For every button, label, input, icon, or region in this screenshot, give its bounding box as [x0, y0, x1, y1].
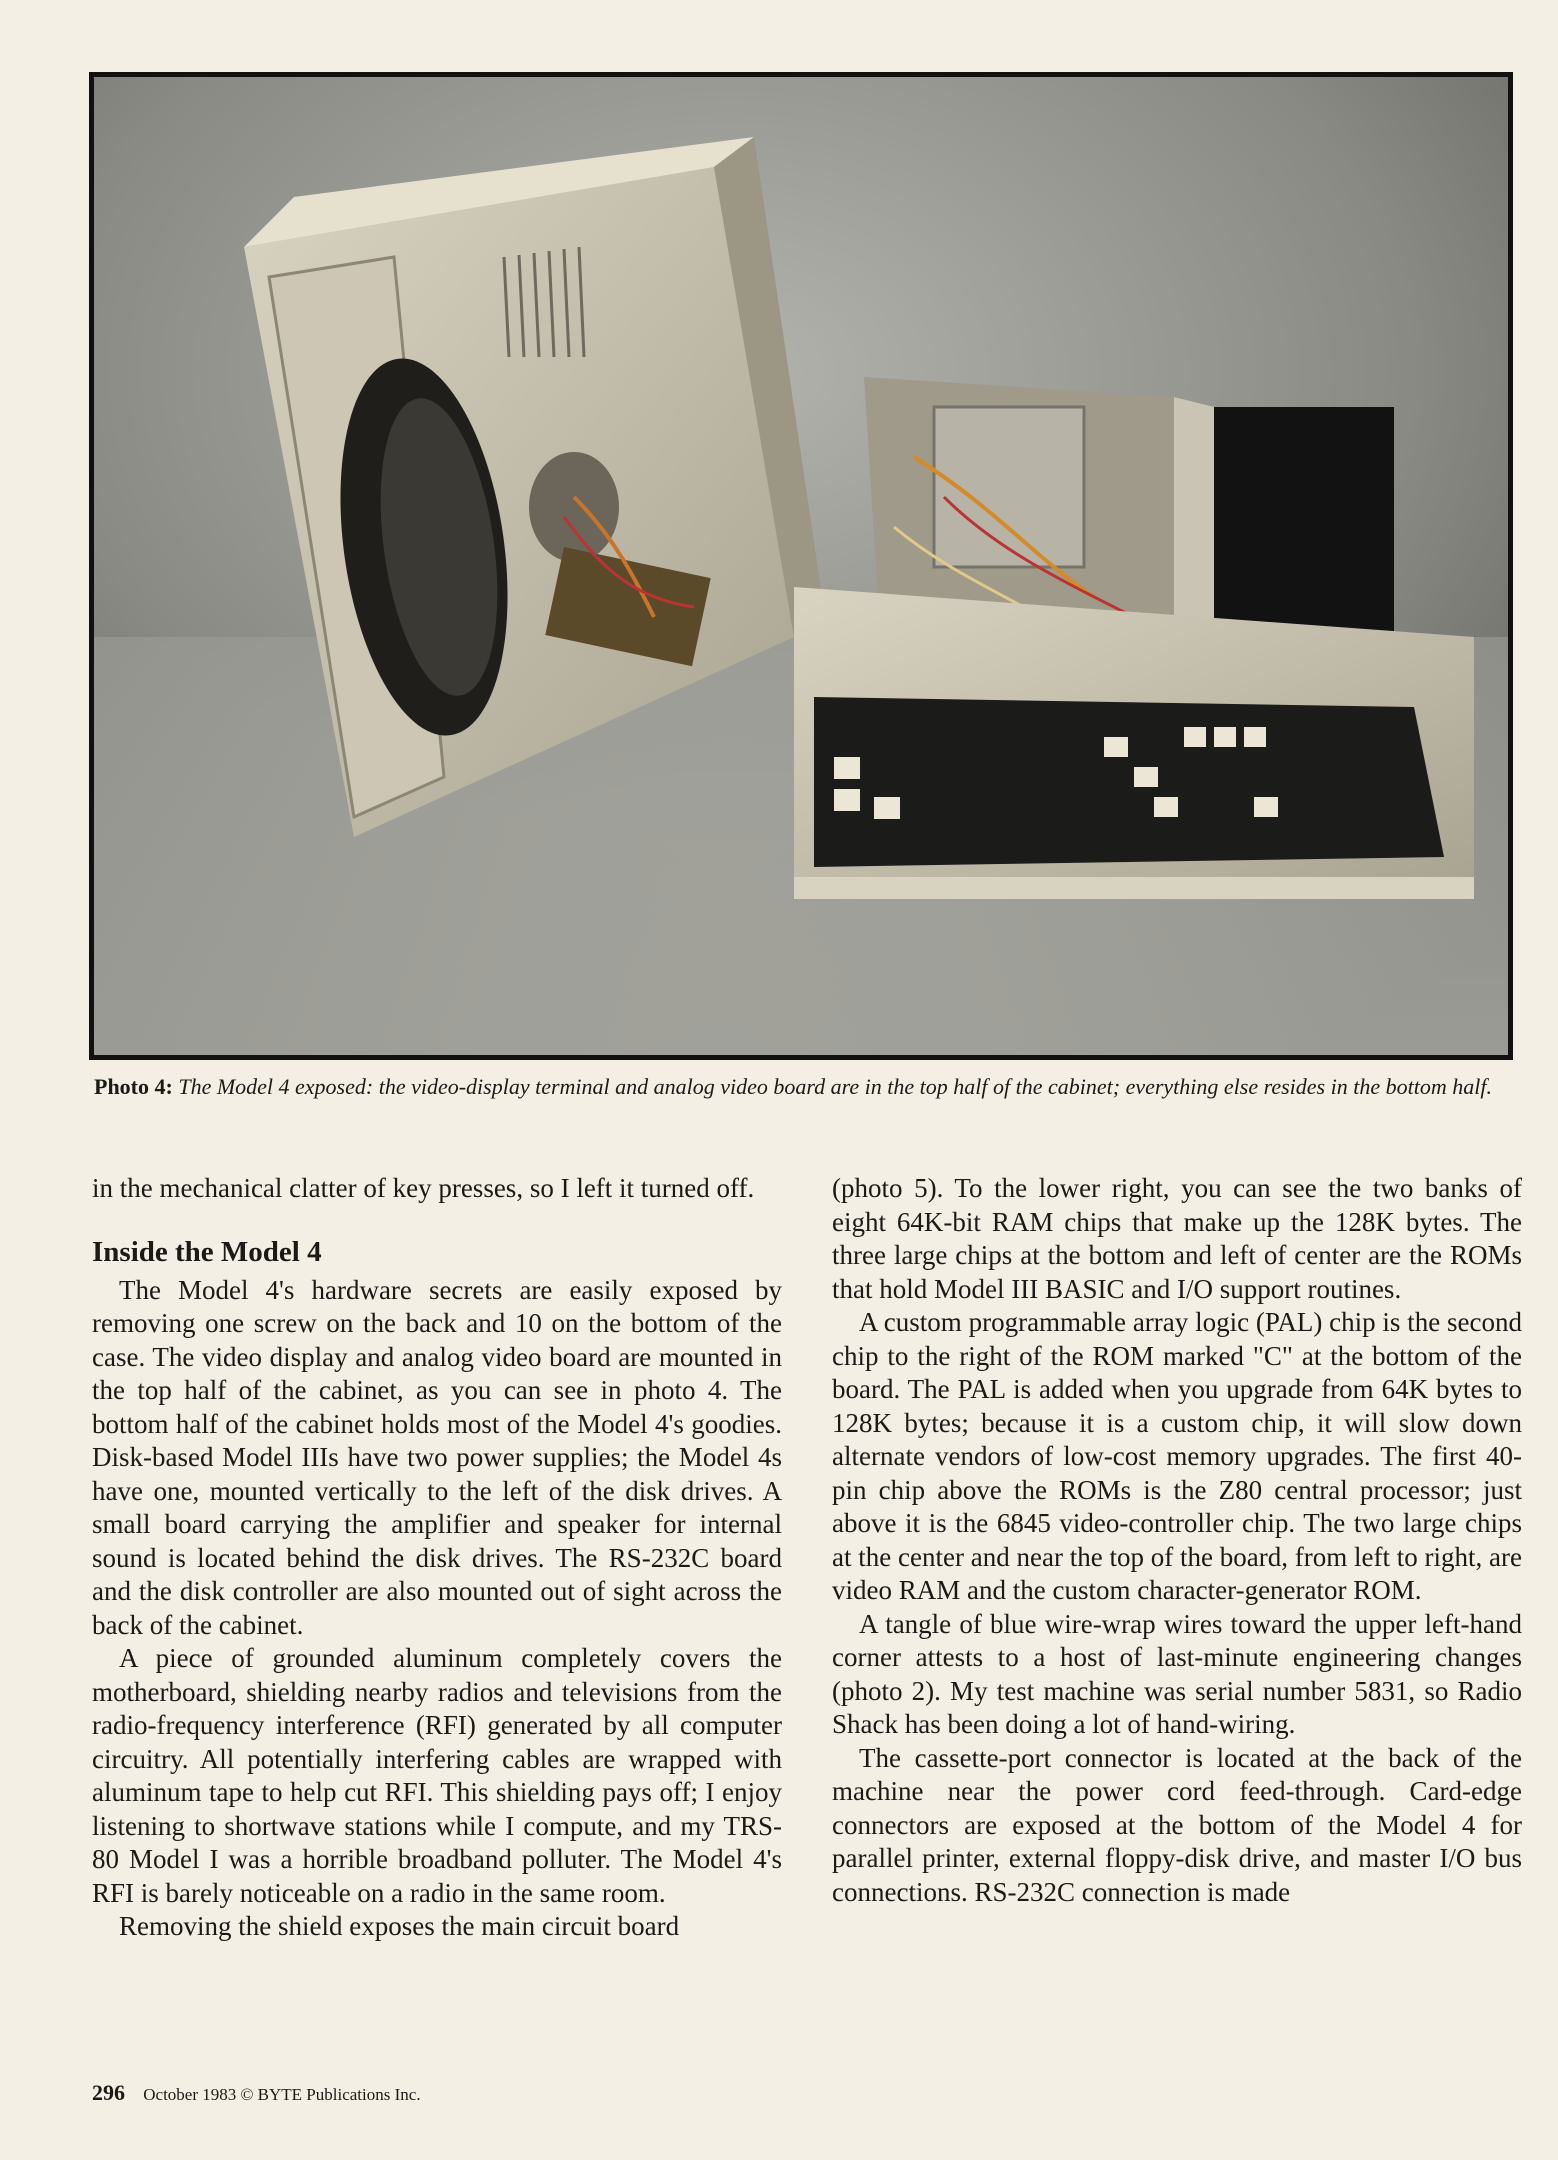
caption-text: The Model 4 exposed: the video-display terminal and analog video board are in the top half of the cabinet; everything else resides in the bottom half. [178, 1074, 1492, 1099]
paragraph: A custom programmable array logic (PAL) chip is the second chip to the right of the ROM marked "C" at the bottom of the board. The PAL is added when you upgrade from 64K bytes to 128K bytes; because it is a custom chip, it will slow down alternate vendors of low-cost memory upgrades. The first 40-pin chip above the ROMs is the Z80 central processor; just above it is the 6845 video-controller chip. The two large chips at the center and near the top of the board, from left to right, are video RAM and the custom character-generator ROM. [832, 1307, 1522, 1605]
paragraph: The Model 4's hardware secrets are easily exposed by removing one screw on the back and 10 on the bottom of the case. The video display and analog video board are mounted in the top half of the cabinet, as you can see in photo 4. The bottom half of the cabinet holds most of the Model 4's goodies. Disk-based Model IIIs have two power supplies; the Model 4s have one, mounted vertically to the left of the disk drives. A small board carrying the amplifier and speaker for internal sound is located behind the disk drives. The RS-232C board and the disk controller are also mounted out of sight across the back of the cabinet. [92, 1274, 782, 1640]
paragraph: in the mechanical clatter of key presses, so I left it turned off. [92, 1173, 755, 1203]
paragraph: Removing the shield exposes the main circuit board [119, 1911, 680, 1941]
paragraph: (photo 5). To the lower right, you can see the two banks of eight 64K-bit RAM chips that make up the 128K bytes. The three large chips at the bottom and left of center are the ROMs that hold Model III BASIC and I/O support routines. [832, 1173, 1522, 1304]
paragraph: A tangle of blue wire-wrap wires toward the upper left-hand corner attests to a host of last-minute engineering changes (photo 2). My test machine was serial number 5831, so Radio Shack has been doing a lot of hand-wiring. [832, 1608, 1522, 1739]
right-column [832, 1172, 1522, 1909]
caption-label: Photo 4: [94, 1074, 173, 1099]
photo-caption [94, 1072, 1514, 1102]
paragraph: A piece of grounded aluminum completely covers the motherboard, shielding nearby radios and televisions from the radio-frequency interference (RFI) generated by all computer circuitry. All potentially interfering cables are wrapped with aluminum tape to help cut RFI. This shielding pays off; I enjoy listening to shortwave stations while I compute, and my TRS-80 Model I was a horrible broadband polluter. The Model 4's RFI is barely noticeable on a radio in the same room. [92, 1643, 782, 1908]
section-heading: Inside the Model 4 [92, 1235, 322, 1268]
photo-4 [89, 72, 1513, 1060]
page-number: 296 [92, 2080, 125, 2105]
left-column [92, 1172, 782, 1944]
page-footer [92, 2081, 421, 2107]
cabinet-bottom-half [794, 377, 1474, 899]
publication-info: October 1983 © BYTE Publications Inc. [143, 2085, 421, 2104]
paragraph: The cassette-port connector is located at the back of the machine near the power cord feed-through. Card-edge connectors are exposed at the bottom of the Model 4 for parallel printer, external floppy-disk drive, and master I/O bus connections. RS-232C connection is made [832, 1742, 1522, 1907]
computer-photo [94, 77, 1508, 1055]
